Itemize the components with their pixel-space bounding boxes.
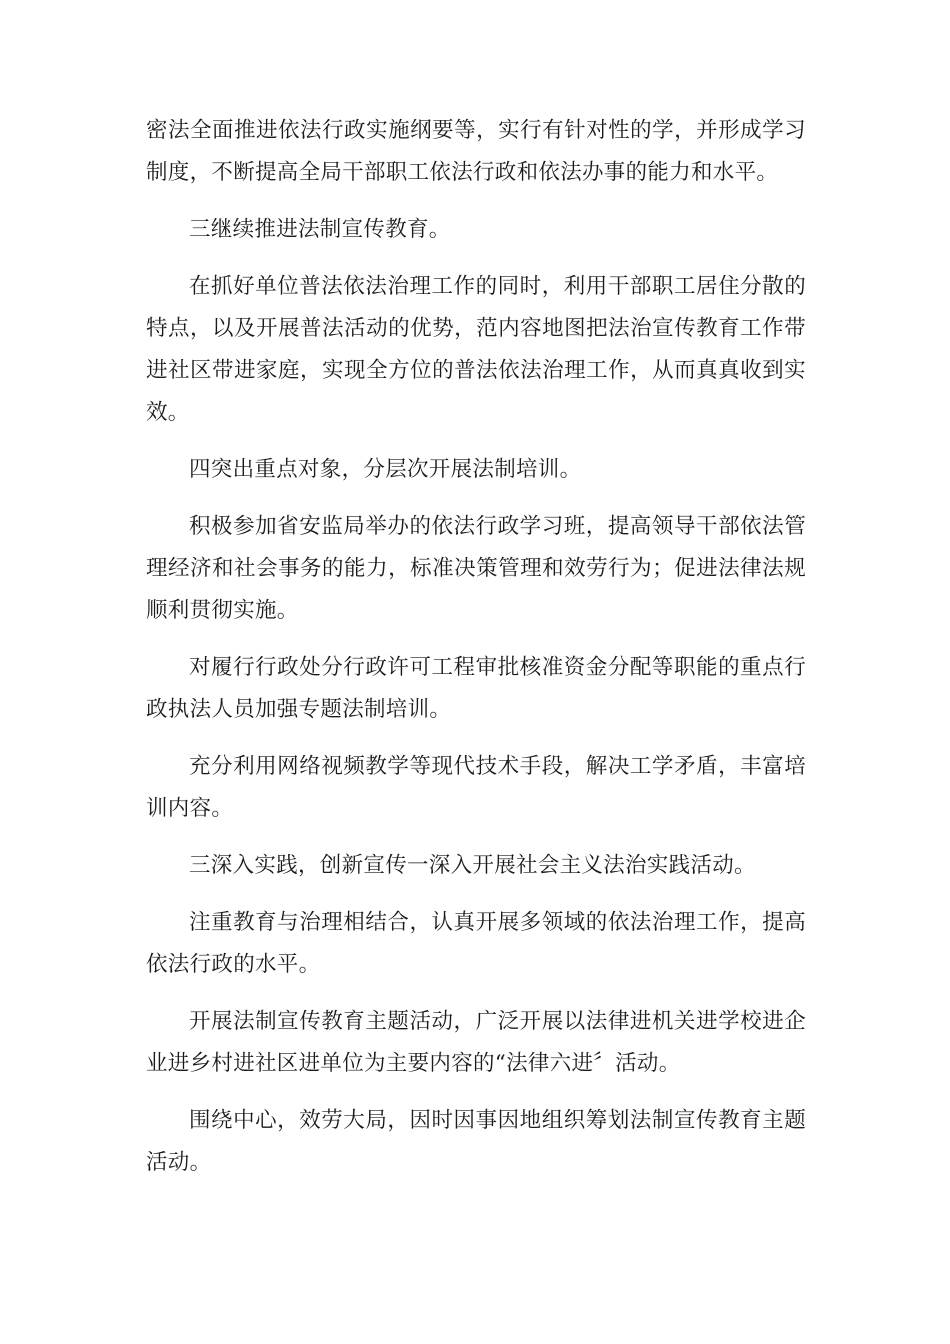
paragraph-3: 在抓好单位普法依法治理工作的同时，利用干部职工居住分散的特点，以及开展普法活动的优势，范内容地图把法治宣传教育工作带进社区带进家庭，实现全方位的普法依法治理工作，从而真真收到实效。 — [146, 274, 806, 425]
paragraph-6: 对履行行政处分行政许可工程审批核准资金分配等职能的重点行政执法人员加强专题法制培训。 — [146, 655, 806, 722]
paragraph-9: 注重教育与治理相结合，认真开展多领域的依法治理工作，提高依法行政的水平。 — [146, 910, 806, 977]
paragraph-10: 开展法制宣传教育主题活动，广泛开展以法律进机关进学校进企业进乡村进社区进单位为主要内容的“法律六进〞活动。 — [146, 1009, 806, 1076]
paragraph-4: 四突出重点对象，分层次开展法制培训。 — [189, 457, 582, 482]
paragraph-2: 三继续推进法制宣传教育。 — [189, 217, 451, 242]
paragraph-8: 三深入实践，创新宣传一深入开展社会主义法治实践活动。 — [189, 853, 756, 878]
document-body — [146, 110, 806, 1199]
paragraph-7: 充分利用网络视频教学等现代技术手段，解决工学矛盾，丰富培训内容。 — [146, 754, 806, 821]
paragraph-1: 密法全面推进依法行政实施纲要等，实行有针对性的学，并形成学习制度，不断提高全局干部职工依法行政和依法办事的能力和水平。 — [146, 118, 806, 185]
paragraph-5: 积极参加省安监局举办的依法行政学习班，提高领导干部依法管理经济和社会事务的能力，标准决策管理和效劳行为；促进法律法规顺利贯彻实施。 — [146, 514, 806, 623]
paragraph-11: 围绕中心，效劳大局，因时因事因地组织筹划法制宣传教育主题活动。 — [146, 1108, 806, 1175]
